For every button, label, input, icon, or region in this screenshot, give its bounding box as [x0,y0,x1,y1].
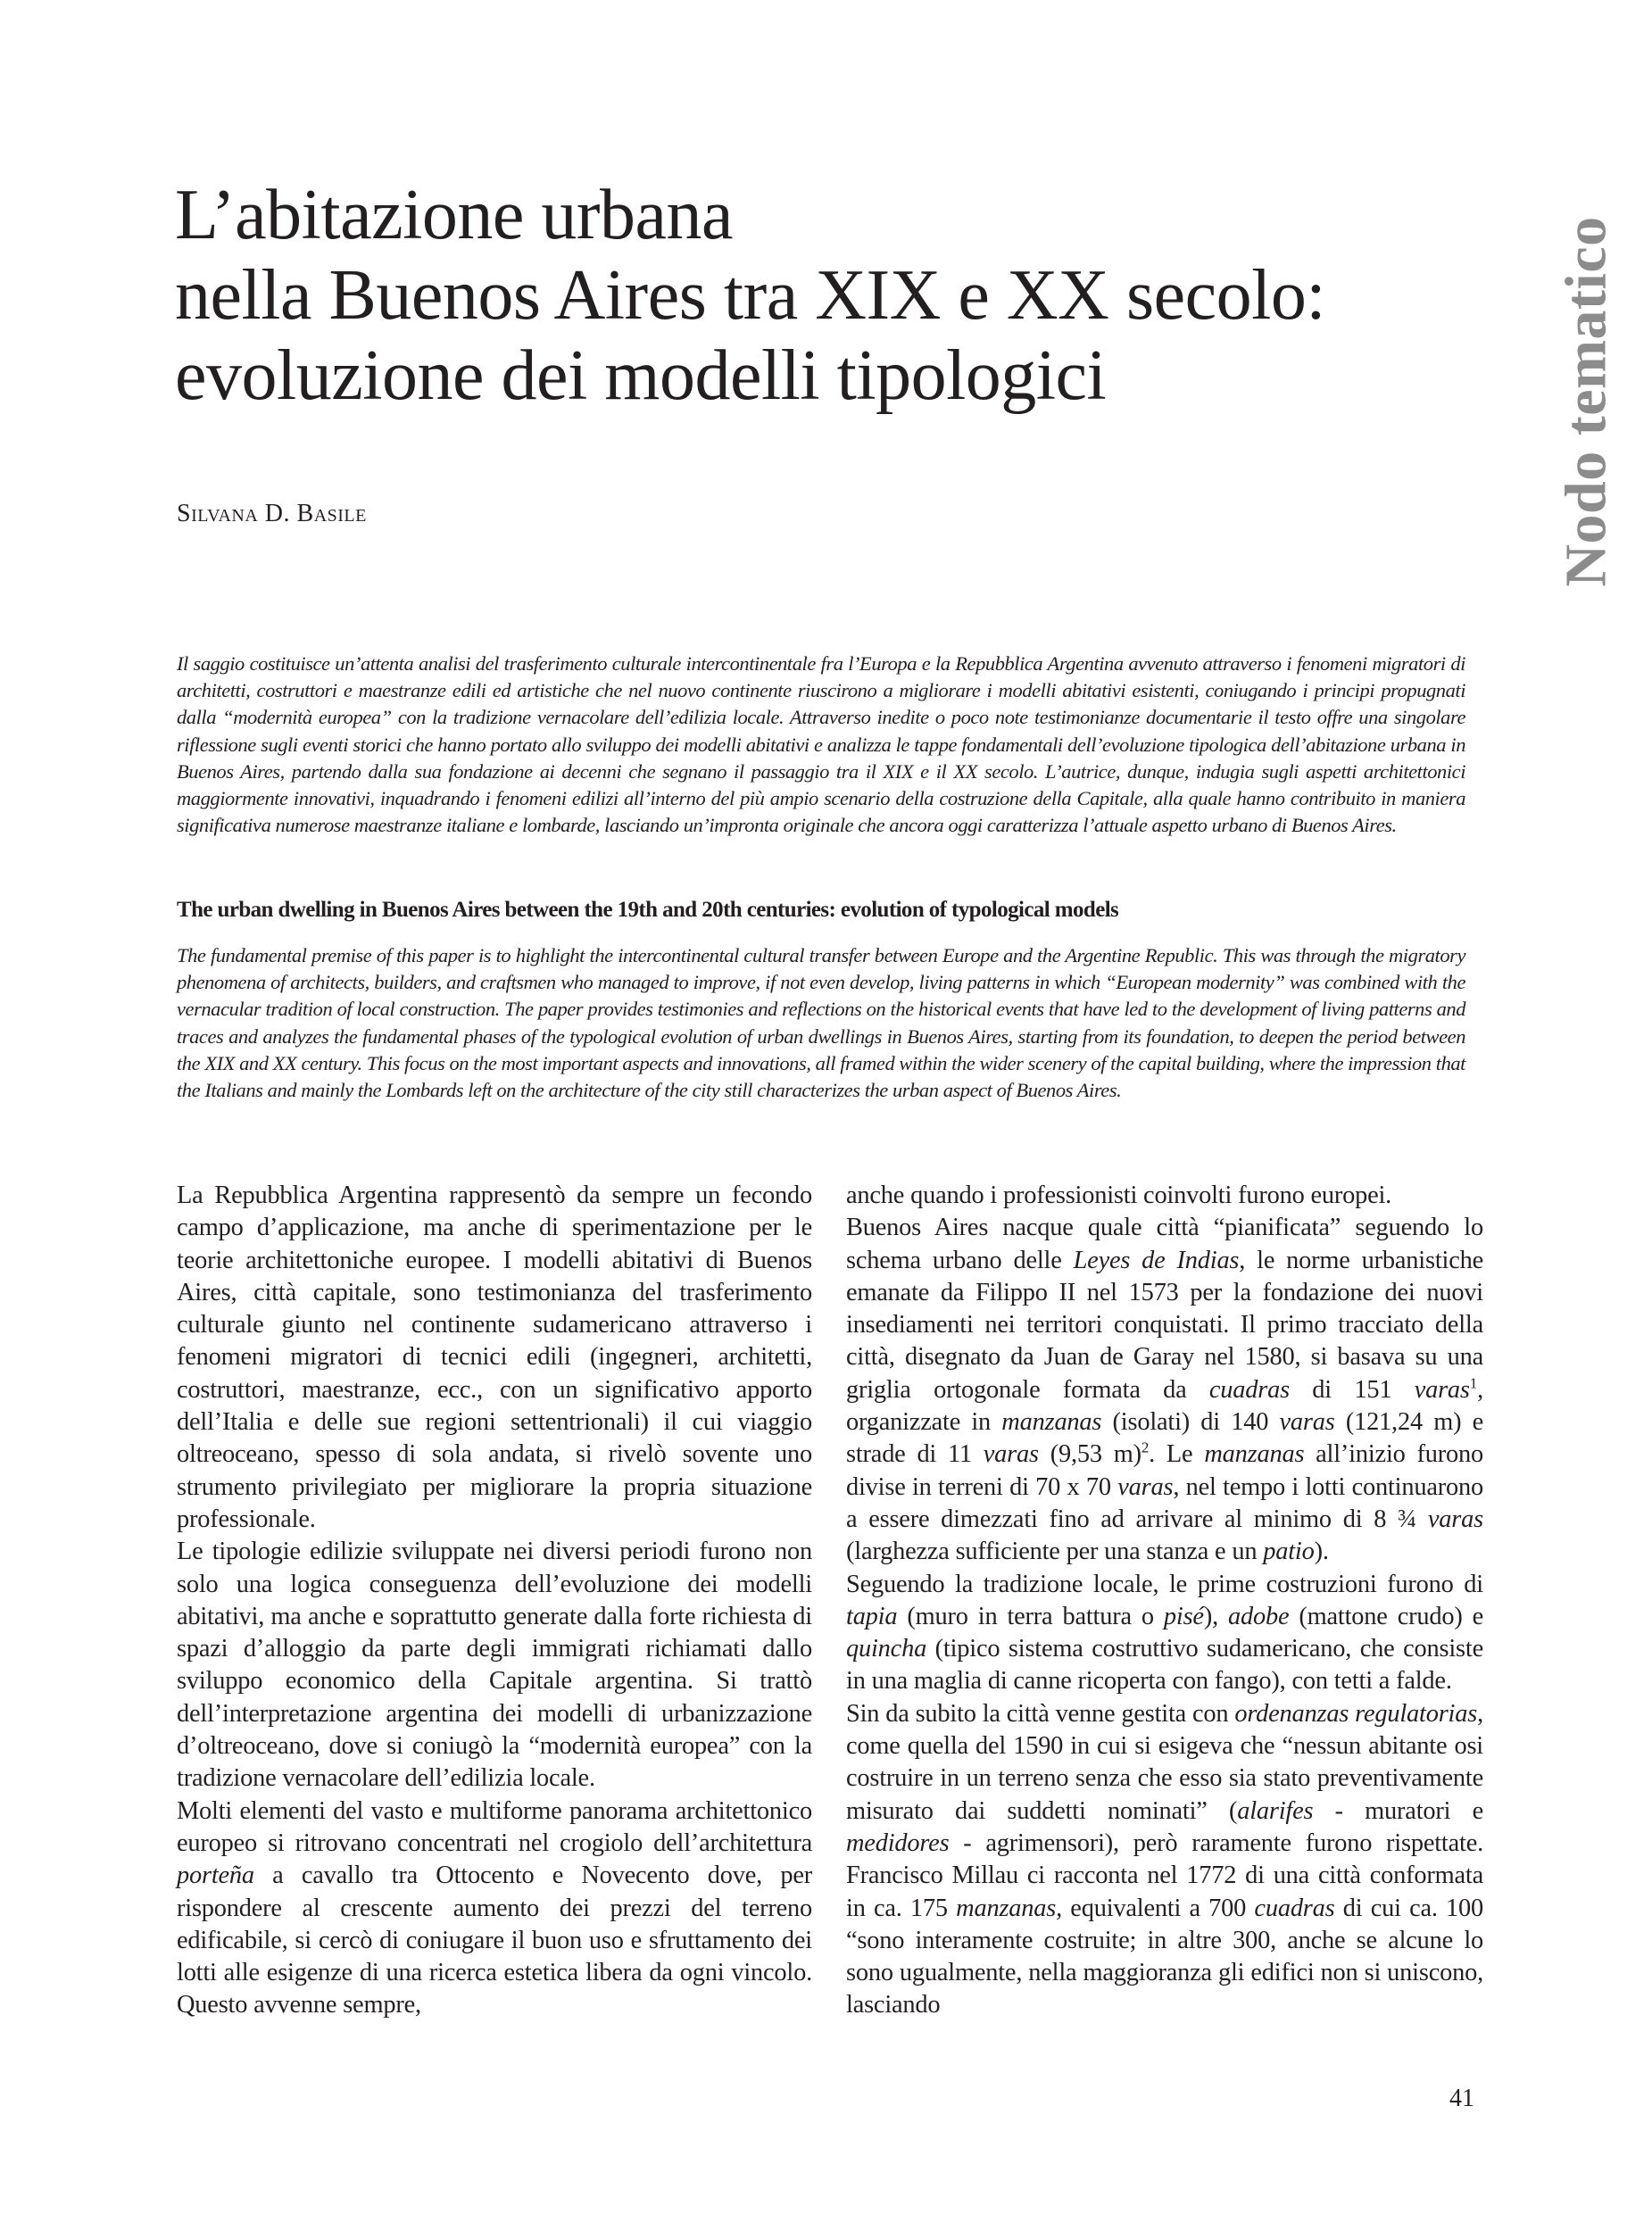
body-paragraph: La Repubblica Argentina rappresentò da sempre un fecondo campo d’applicazione, ma anche di sperimentazione per le teorie architettoniche europee. I modelli abitativi di Buenos Aires, città capitale, sono testimonianza del trasferimento culturale giunto nel continente sudamericano attraverso i fenomeni migratori di tecnici edili (ingegneri, architetti, costruttori, maestranze, ecc., con un significativo apporto dell’Italia e delle sue regioni settentrionali) il cui viaggio oltreoceano, spesso di sola andata, si rivelò sovente uno strumento privilegiato per migliorare la propria situazione professionale. [177,1182,812,1533]
text-run: (isolati) di 140 [1101,1408,1280,1437]
author-name: Silvana D. Basile [177,500,367,527]
italic-term: porteña [177,1862,254,1890]
text-run: (9,53 m) [1038,1440,1141,1469]
italic-term: varas [983,1440,1039,1469]
text-run: Buenos Aires nacque quale città “pianificata” seguendo lo schema urbano delle [846,1214,1483,1274]
text-run: all’inizio furono divise in terreni di 70 x 70 [846,1440,1483,1501]
text-run: , equivalenti a 700 [1056,1894,1255,1922]
abstract-english: The fundamental premise of this paper is to highlight the intercontinental cultural transfer between Europe and the Argentine Republic. This was through the migratory phenomena of architects, builders, and craftsmen who managed to improve, if not even develop, living patterns in which “European modernity” was combined with the vernacular tradition of local construction. The paper provides testimonies and reflections on the historical events that have led to the development of living patterns and traces and analyzes the fundamental phases of the typological evolution of urban dwellings in Buenos Aires, starting from its foundation, to deepen the period between the XIX and XX century. This focus on the most important aspects and innovations, all framed within the wider scenery of the capital building, where the impression that the Italians and mainly the Lombards left on the architecture of the city still characterizes the urban aspect of Buenos Aires. [177,944,1465,1102]
body-paragraph [846,1698,1483,2022]
body-column-left [177,1180,812,2022]
text-run: (121,24 m) e strade di 11 [846,1408,1483,1469]
body-paragraph [846,1212,1483,1568]
text-run: Seguendo la tradizione locale, le prime costruzioni furono di [846,1570,1483,1598]
italic-term: varas [1117,1472,1174,1501]
italic-term: varas [1414,1375,1470,1404]
text-run: , le norme urbanistiche emanate da Filippo II nel 1573 per la fondazione dei nuovi insediamenti nei territori conquistati. Il primo tracciato della città, disegnato da Juan de Garay nel 1580, si basava su una griglia ortogonale formata da [846,1246,1483,1404]
body-column-right [846,1180,1483,2022]
title-line-2: nella Buenos Aires tra XIX e XX secolo: [175,256,1326,335]
footnote-ref[interactable]: 2 [1141,1439,1150,1456]
body-paragraph: anche quando i professionisti coinvolti furono europei. [846,1182,1392,1209]
italic-term: manzanas [956,1894,1057,1922]
text-run: , organizzate in [846,1375,1483,1437]
italic-term: manzanas [1204,1440,1305,1469]
section-label [1542,205,1631,598]
text-run: (mattone crudo) e [1289,1602,1483,1630]
page-number: 41 [1449,2085,1474,2112]
italic-term: cuadras [1208,1375,1290,1404]
body-paragraph: Le tipologie edilizie sviluppate nei diversi periodi furono non solo una logica conseguenza dell’evoluzione dei modelli abitativi, ma anche e soprattutto generate dalla forte richiesta di spazi d’alloggio da parte degli immigrati richiamati dallo sviluppo economico della Capitale argentina. Si trattò dell’interpretazione argentina dei modelli di urbanizzazione d’oltreoceano, dove si coniugò la “modernità europea” con la tradizione vernacolare dell’edilizia locale. [177,1538,812,1793]
body-paragraph [846,1569,1483,1698]
italic-term: alarifes [1237,1796,1314,1825]
italic-term: adobe [1227,1602,1290,1630]
text-run: (tipico sistema costruttivo sudamericano, che consiste in una maglia di canne ricoperta con fango), con tetti a falde. [846,1635,1483,1696]
text-run: - agrimensori), però raramente furono rispettate. Francisco Millau ci racconta nel 1772 di una città conformata in ca. 175 [846,1828,1483,1922]
text-run: (larghezza sufficiente per una stanza e un [846,1538,1264,1566]
italic-term: Leyes de Indias [1073,1246,1240,1274]
italic-term: manzanas [1001,1408,1102,1437]
footnote-ref[interactable]: 1 [1469,1374,1478,1392]
english-abstract-heading: The urban dwelling in Buenos Aires between the 19th and 20th centuries: evolution of typological models [177,898,1119,922]
text-run: (muro in terra battura o [897,1602,1164,1630]
italic-term: patio [1263,1538,1315,1566]
abstract-italian: Il saggio costituisce un’attenta analisi del trasferimento culturale intercontinentale fra l’Europa e la Repubblica Argentina avvenuto attraverso i fenomeni migratori di architetti, costruttori e maestranze edili ed artistiche che nel nuovo continente riuscirono a migliorare i modelli abitativi esistenti, coniugando i principi propugnati dalla “modernità europea” con la tradizione vernacolare dell’edilizia locale. Attraverso inedite o poco note testimonianze documentarie il testo offre una singolare riflessione sugli eventi storici che hanno portato allo sviluppo dei modelli abitativi e analizza le tappe fondamentali dell’evoluzione tipologica dell’abitazione urbana in Buenos Aires, partendo dalla sua fondazione ai decenni che segnano il passaggio tra il XIX e il XX secolo. L’autrice, dunque, indugia sugli aspetti architettonici maggiormente innovativi, inquadrando i fenomeni edilizi all’interno del più ampio scenario della costruzione della Capitale, alla quale hanno contribuito in maniera significativa numerose maestranze italiane e lombarde, lasciando un’impronta originale che ancora oggi caratterizza l’attuale aspetto urbano di Buenos Aires. [177,652,1465,837]
text-run: Sin da subito la città venne gestita con [846,1699,1235,1728]
text-run: , come quella del 1590 in cui si esigeva che “nessun abitante osi costruire in un terreno senza che esso sia stato preventivamente misurato dai suddetti nominati” ( [846,1699,1483,1825]
text-run: Molti elementi del vasto e multiforme panorama architettonico europeo si ritrovano concentrati nel crogiolo dell’architettura [177,1796,812,1857]
text-run: di cui ca. 100 “sono interamente costruite; in altre 300, anche se alcune lo sono ugualmente, nella maggioranza gli edifici non si uniscono, lasciando [846,1894,1484,2019]
section-label-text: Nodo tematico [1554,216,1620,587]
text-run: di 151 [1289,1375,1415,1404]
italic-term: pisé [1163,1602,1204,1630]
text-run: a cavallo tra Ottocento e Novecento dove, per rispondere al crescente aumento dei prezzi del terreno edificabile, si cercò di coniugare il buon uso e sfruttamento dei lotti alle esigenze di una ricerca estetica libera da ogni vincolo. Questo avvenne sempre, [177,1862,812,2019]
article-title [175,175,1469,416]
italic-term: ordenanzas regulatorias [1234,1699,1478,1728]
text-run: . Le [1149,1440,1205,1469]
italic-term: varas [1279,1408,1335,1437]
title-line-1: L’abitazione urbana [175,176,734,254]
text-run: ), [1203,1602,1228,1630]
title-line-3: evoluzione dei modelli tipologici [175,336,1107,415]
italic-term: varas [1427,1505,1483,1533]
text-run: ). [1314,1538,1329,1566]
italic-term: medidores [846,1828,950,1857]
text-run: - muratori e [1313,1796,1484,1825]
italic-term: tapia [846,1602,898,1630]
body-paragraph [177,1795,812,2022]
italic-term: quincha [846,1635,927,1663]
italic-term: cuadras [1254,1894,1335,1922]
text-run: , nel tempo i lotti continuarono a essere dimezzati fino ad arrivare al minimo di 8 ¾ [846,1472,1483,1533]
